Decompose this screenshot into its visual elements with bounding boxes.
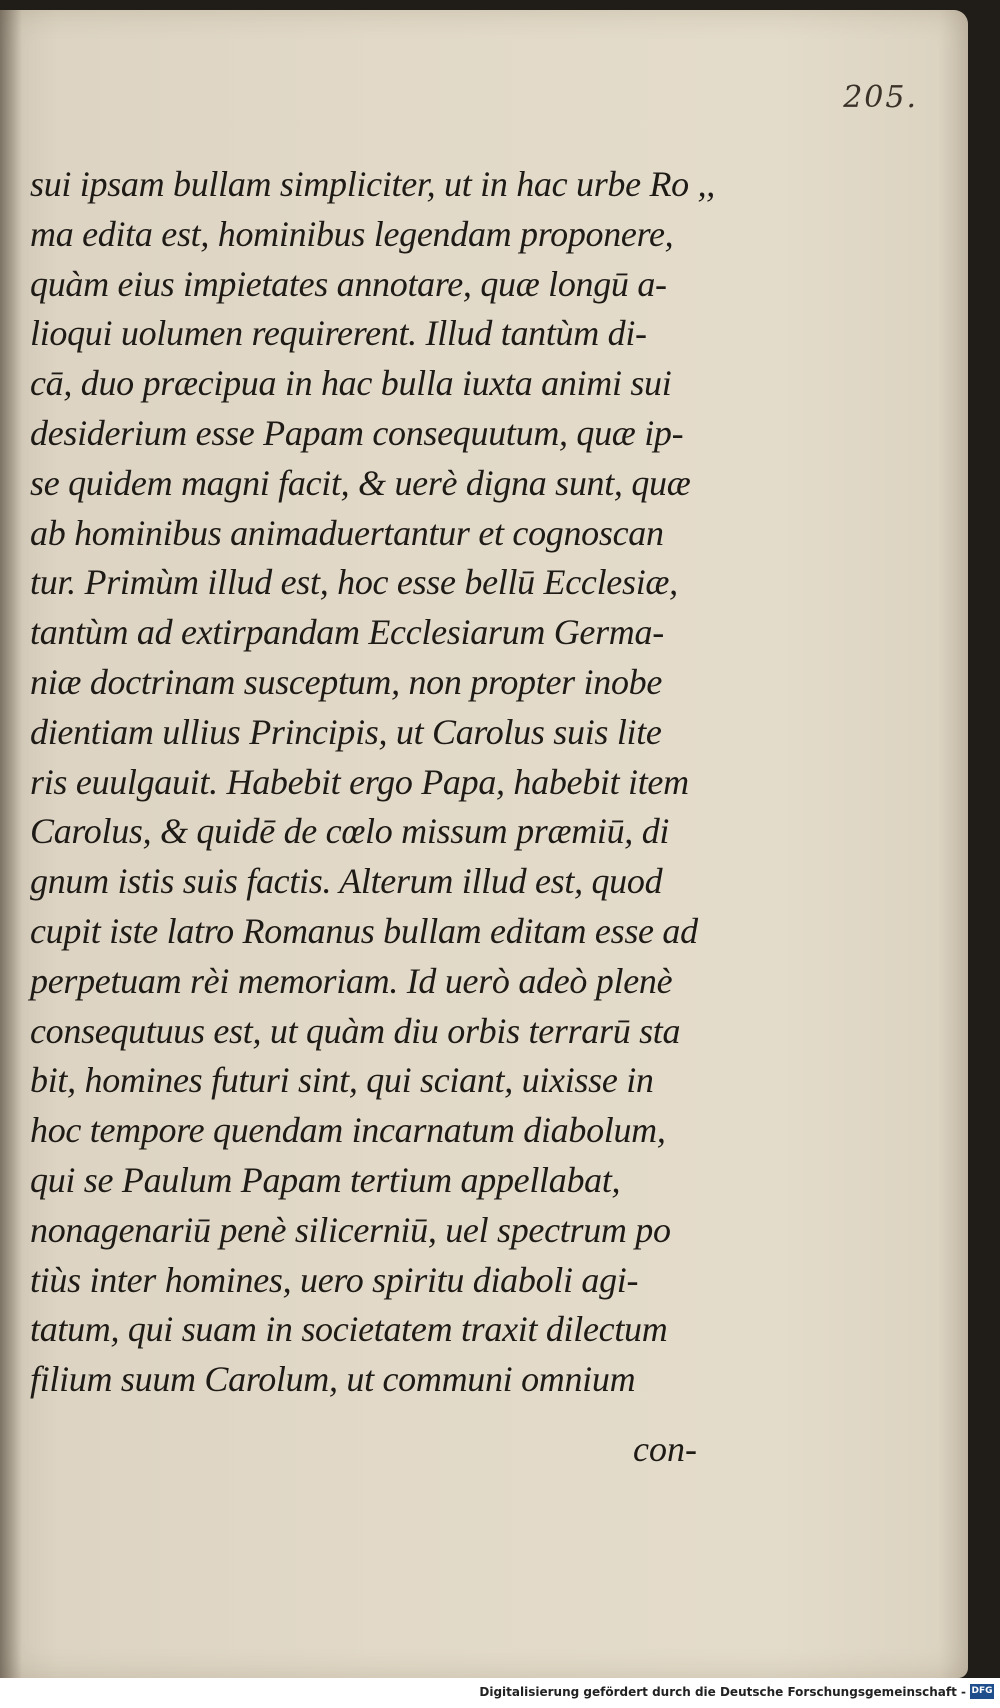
text-line: Carolus, & quidē de cœlo missum præmiū, di xyxy=(30,811,670,852)
catchword: con- xyxy=(633,1429,697,1469)
funding-credit: Digitalisierung gefördert durch die Deutsche Forschungsgemeinschaft - xyxy=(479,1685,966,1699)
text-line: cā, duo præcipua in hac bulla iuxta animi sui xyxy=(30,363,672,404)
text-line: tantùm ad extirpandam Ecclesiarum Germa- xyxy=(30,612,664,653)
dfg-logo-icon: DFG xyxy=(970,1684,994,1699)
text-line: sui ipsam bullam simpliciter, ut in hac urbe Ro ,, xyxy=(30,164,715,204)
text-line: cupit iste latro Romanus bullam editam esse ad xyxy=(30,910,698,951)
text-line: consequtuus est, ut quàm diu orbis terrarū sta xyxy=(30,1010,681,1051)
text-line: ab hominibus animaduertantur et cognoscan xyxy=(30,512,664,553)
text-line: perpetuam rèi memoriam. Id uerò adeò plenè xyxy=(30,960,673,1001)
text-line: qui se Paulum Papam tertium appellabat, xyxy=(30,1159,621,1200)
footer-bar xyxy=(0,1678,1000,1708)
body-text xyxy=(30,160,740,1405)
text-line: nonagenariū penè silicerniū, uel spectrum po xyxy=(30,1209,671,1250)
page-number: 205. xyxy=(843,80,918,115)
text-line: hoc tempore quendam incarnatum diabolum, xyxy=(30,1110,666,1151)
text-line: ris euulgauit. Habebit ergo Papa, habebit item xyxy=(30,761,689,802)
text-line: tiùs inter homines, uero spiritu diaboli agi- xyxy=(30,1259,639,1300)
book-page xyxy=(0,10,968,1678)
text-line: tur. Primùm illud est, hoc esse bellū Ecclesiæ, xyxy=(30,562,678,603)
spine-shadow xyxy=(0,10,22,1678)
text-line: bit, homines futuri sint, qui sciant, uixisse in xyxy=(30,1060,654,1101)
text-line: se quidem magni facit, & uerè digna sunt, quæ xyxy=(30,462,691,503)
text-line: gnum istis suis factis. Alterum illud est, quod xyxy=(30,861,663,902)
text-line: lioqui uolumen requirerent. Illud tantùm di- xyxy=(30,313,647,354)
text-line: quàm eius impietates annotare, quæ longū a- xyxy=(30,263,667,304)
text-line: dientiam ullius Principis, ut Carolus suis lite xyxy=(30,711,662,752)
text-line: tatum, qui suam in societatem traxit dilectum xyxy=(30,1309,668,1350)
text-line: desiderium esse Papam consequutum, quæ ip- xyxy=(30,412,684,453)
text-line: ma edita est, hominibus legendam proponere, xyxy=(30,213,674,254)
text-line: filium suum Carolum, ut communi omnium xyxy=(30,1359,636,1400)
text-line: niæ doctrinam susceptum, non propter inobe xyxy=(30,661,663,702)
